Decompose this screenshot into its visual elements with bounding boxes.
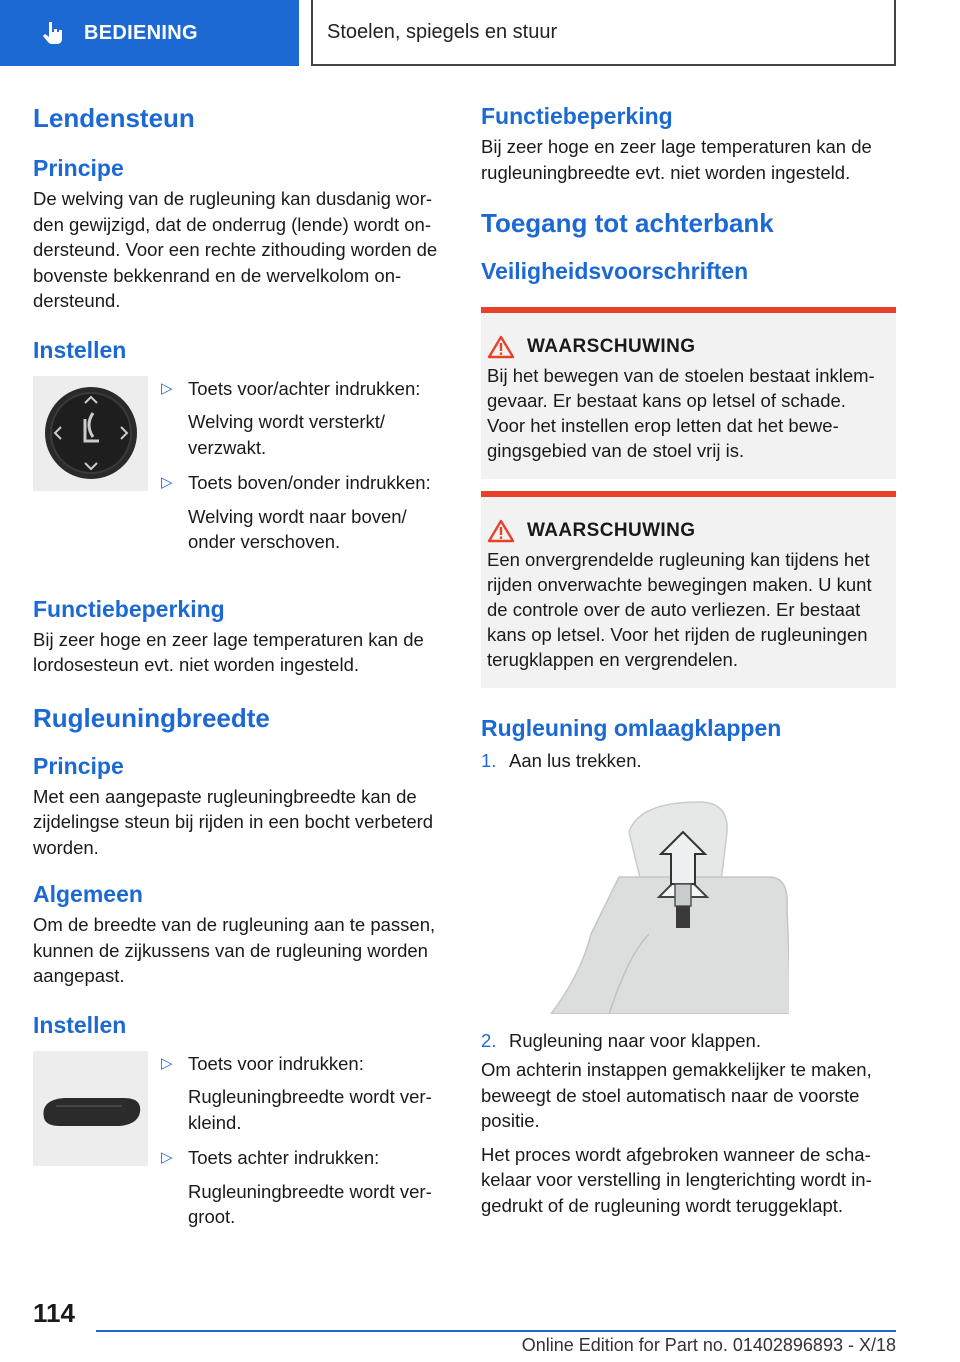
section-tab-label: BEDIENING <box>84 21 198 44</box>
heading-algemeen: Algemeen <box>33 881 143 907</box>
paragraph: Bij zeer hoge en zeer lage temperaturen kan de rugleuningbreedte evt. niet worden ingesteld. <box>481 136 872 183</box>
triangle-right-icon: ▷ <box>161 474 173 491</box>
step-action: Toets achter indrukken: <box>188 1147 380 1168</box>
heading-functiebeperking: Functiebeperking <box>33 595 225 622</box>
warning-box <box>481 307 896 479</box>
step-action: Toets voor/achter indrukken: <box>188 377 421 399</box>
warning-triangle-icon <box>487 519 515 543</box>
step-result: Rugleuningbreedte wordt ver-groot. <box>188 1180 432 1227</box>
list-item <box>481 748 896 774</box>
heading-toegang: Toegang tot achterbank <box>481 208 774 238</box>
lumbar-switch-image <box>33 376 148 491</box>
paragraph: Het proces wordt afgebroken wanneer de scha-kelaar voor verstelling in lengterichting wordt in-gedrukt of de rugleuning wordt teruggeklapt. <box>481 1143 872 1216</box>
heading-functiebeperking: Functiebeperking <box>481 103 673 129</box>
heading-rugleuningbreedte: Rugleuningbreedte <box>33 702 270 733</box>
left-column <box>33 100 448 1230</box>
heading-veiligheid: Veiligheidsvoorschriften <box>481 258 749 284</box>
step-text: Aan lus trekken. <box>509 750 642 771</box>
heading-omlaagklappen: Rugleuning omlaagklappen <box>481 715 782 741</box>
pointing-hand-icon <box>40 20 66 46</box>
warning-text: Bij het bewegen van de stoelen bestaat inklem-gevaar. Er bestaat kans op letsel of schade. Voor het instellen erop letten dat het bewe-gingsgebied van de stoel vrij is. <box>487 365 875 461</box>
instellen-block <box>33 1051 448 1230</box>
heading-lendensteun: Lendensteun <box>33 103 195 133</box>
footer-divider <box>96 1330 896 1332</box>
step-action: Toets boven/onder indrukken: <box>188 472 431 493</box>
triangle-right-icon: ▷ <box>161 1054 173 1072</box>
list-item <box>161 1145 448 1230</box>
warning-label: WAARSCHUWING <box>527 336 696 357</box>
paragraph: Om de breedte van de rugleuning aan te passen, kunnen de zijkussens van de rugleuning worden aangepast. <box>33 914 436 986</box>
paragraph: Bij zeer hoge en zeer lage temperaturen kan de lordosesteun evt. niet worden ingesteld. <box>33 628 424 675</box>
edition-text: Online Edition for Part no. 01402896893 - X/18 <box>521 1335 896 1355</box>
heading-principe: Principe <box>33 752 124 779</box>
list-item <box>481 1028 896 1054</box>
side-bolster-switch-image <box>33 1051 148 1166</box>
lumbar-switch-icon <box>41 383 141 483</box>
heading-instellen: Instellen <box>33 1011 127 1038</box>
instellen-block <box>33 376 448 555</box>
step-list <box>161 1051 448 1230</box>
warning-label: WAARSCHUWING <box>527 520 696 541</box>
warning-triangle-icon <box>487 335 515 359</box>
triangle-right-icon: ▷ <box>161 379 173 397</box>
page-header <box>0 0 960 66</box>
chapter-title: Stoelen, spiegels en stuur <box>311 0 896 66</box>
warning-text: Een onvergrendelde rugleuning kan tijdens het rijden onverwachte bewegingen maken. U kunt de controle over de auto verliezen. Er bestaat kans op letsel. Voor het rijden de rugleuningen terugklappen en vergrendelen. <box>487 549 872 670</box>
right-column <box>481 100 896 1218</box>
step-number: 2. <box>481 1029 497 1051</box>
heading-instellen: Instellen <box>33 336 127 363</box>
list-item <box>161 470 448 555</box>
paragraph: Met een aangepaste rugleuningbreedte kan de zijdelingse steun bij rijden in een bocht verbeterd worden. <box>33 785 434 858</box>
triangle-right-icon: ▷ <box>161 1149 173 1166</box>
paragraph: De welving van de rugleuning kan dusdanig wor-den gewijzigd, dat de onderrug (lende) wordt on-dersteund. Voor een rechte zithouding worden de bovenste bekkenrand en de wervelkolom on-dersteund. <box>33 188 438 311</box>
bolster-switch-icon <box>36 1078 146 1138</box>
list-item <box>161 376 448 461</box>
heading-principe: Principe <box>33 155 124 181</box>
paragraph: Om achterin instappen gemakkelijker te maken, beweegt de stoel automatisch naar de voorste positie. <box>481 1059 872 1131</box>
step-number: 1. <box>481 750 497 771</box>
step-text: Rugleuning naar voor klappen. <box>509 1029 761 1051</box>
section-tab <box>0 0 299 66</box>
step-result: Welving wordt versterkt/ verzwakt. <box>188 411 386 458</box>
step-result: Welving wordt naar boven/ onder verschoven. <box>188 505 407 552</box>
step-list <box>161 376 448 555</box>
step-result: Rugleuningbreedte wordt ver-kleind. <box>188 1086 432 1133</box>
page-number: 114 <box>33 1298 75 1328</box>
seat-loop-illustration <box>549 792 789 1014</box>
warning-box <box>481 491 896 688</box>
step-action: Toets voor indrukken: <box>188 1052 364 1074</box>
list-item <box>161 1051 448 1136</box>
seat-backrest-image <box>549 792 789 1014</box>
